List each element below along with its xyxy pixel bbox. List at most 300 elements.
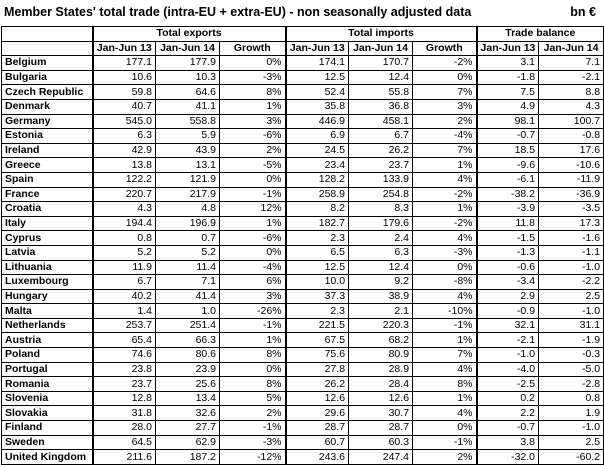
value-cell: 3% — [220, 114, 286, 129]
title-bar — [0, 0, 604, 26]
country-cell: Italy — [2, 216, 93, 231]
group-header-row — [2, 27, 604, 42]
country-cell: Malta — [2, 304, 93, 319]
value-cell: 0% — [413, 70, 477, 85]
value-cell: 170.7 — [349, 56, 413, 71]
value-cell: -1% — [220, 318, 286, 333]
sub-header: Jan-Jun 13 — [286, 41, 349, 56]
country-cell: Latvia — [2, 245, 93, 260]
value-cell: 12.5 — [286, 70, 349, 85]
country-cell: Portugal — [2, 362, 93, 377]
value-cell: -0.7 — [477, 421, 539, 436]
value-cell: 23.8 — [93, 362, 156, 377]
value-cell: 177.9 — [156, 56, 220, 71]
table-row — [2, 304, 604, 319]
value-cell: -26% — [220, 304, 286, 319]
value-cell: 8% — [220, 348, 286, 363]
sub-header: Jan-Jun 14 — [156, 41, 220, 56]
table-row — [2, 362, 604, 377]
country-cell: France — [2, 187, 93, 202]
country-cell: Luxembourg — [2, 275, 93, 290]
value-cell: 35.8 — [286, 99, 349, 114]
country-cell: Germany — [2, 114, 93, 129]
table-row — [2, 435, 604, 450]
value-cell: 2.3 — [286, 304, 349, 319]
value-cell: -2.2 — [539, 275, 604, 290]
value-cell: 42.9 — [93, 143, 156, 158]
value-cell: 1.9 — [539, 406, 604, 421]
sub-header: Growth — [413, 41, 477, 56]
group-header-balance: Trade balance — [477, 27, 604, 42]
value-cell: -3% — [220, 70, 286, 85]
value-cell: 18.5 — [477, 143, 539, 158]
value-cell: 2% — [413, 114, 477, 129]
value-cell: -11.9 — [539, 172, 604, 187]
country-cell: Czech Republic — [2, 85, 93, 100]
country-cell: Lithuania — [2, 260, 93, 275]
value-cell: 179.6 — [349, 216, 413, 231]
country-cell: Croatia — [2, 202, 93, 217]
value-cell: 8% — [220, 85, 286, 100]
value-cell: 23.7 — [349, 158, 413, 173]
country-cell: Cyprus — [2, 231, 93, 246]
group-header-exports: Total exports — [93, 27, 286, 42]
value-cell: -1.0 — [539, 421, 604, 436]
country-cell: Denmark — [2, 99, 93, 114]
value-cell: 28.7 — [349, 421, 413, 436]
value-cell: 0.8 — [539, 391, 604, 406]
value-cell: 31.8 — [93, 406, 156, 421]
value-cell: 32.6 — [156, 406, 220, 421]
country-cell: Finland — [2, 421, 93, 436]
value-cell: -1.1 — [539, 245, 604, 260]
country-cell: Estonia — [2, 129, 93, 144]
value-cell: 68.2 — [349, 333, 413, 348]
value-cell: 247.4 — [349, 450, 413, 465]
value-cell: 28.4 — [349, 377, 413, 392]
value-cell: 182.7 — [286, 216, 349, 231]
value-cell: 80.6 — [156, 348, 220, 363]
value-cell: 5.9 — [156, 129, 220, 144]
value-cell: 7.5 — [477, 85, 539, 100]
value-cell: 1% — [413, 158, 477, 173]
value-cell: -6% — [220, 129, 286, 144]
value-cell: -1% — [413, 318, 477, 333]
table-row — [2, 143, 604, 158]
value-cell: 24.5 — [286, 143, 349, 158]
table-row — [2, 377, 604, 392]
table-row — [2, 450, 604, 465]
value-cell: -1% — [413, 435, 477, 450]
value-cell: 2.5 — [539, 435, 604, 450]
value-cell: 67.5 — [286, 333, 349, 348]
value-cell: -3.5 — [539, 202, 604, 217]
value-cell: 25.6 — [156, 377, 220, 392]
value-cell: 41.1 — [156, 99, 220, 114]
group-header-imports: Total imports — [286, 27, 477, 42]
value-cell: 4.9 — [477, 99, 539, 114]
value-cell: -0.9 — [477, 304, 539, 319]
value-cell: -4% — [220, 260, 286, 275]
value-cell: -38.2 — [477, 187, 539, 202]
value-cell: 28.9 — [349, 362, 413, 377]
value-cell: 187.2 — [156, 450, 220, 465]
table-row — [2, 187, 604, 202]
value-cell: 29.6 — [286, 406, 349, 421]
value-cell: 122.2 — [93, 172, 156, 187]
value-cell: 80.9 — [349, 348, 413, 363]
value-cell: 52.4 — [286, 85, 349, 100]
value-cell: 55.8 — [349, 85, 413, 100]
value-cell: 0% — [220, 245, 286, 260]
value-cell: 28.0 — [93, 421, 156, 436]
value-cell: 6.3 — [93, 129, 156, 144]
value-cell: -2.5 — [477, 377, 539, 392]
value-cell: 121.9 — [156, 172, 220, 187]
value-cell: 1% — [220, 216, 286, 231]
sub-header-row — [2, 41, 604, 56]
value-cell: -10% — [413, 304, 477, 319]
value-cell: 221.5 — [286, 318, 349, 333]
value-cell: 0% — [220, 172, 286, 187]
value-cell: 8.3 — [349, 202, 413, 217]
value-cell: 6% — [220, 275, 286, 290]
value-cell: 75.6 — [286, 348, 349, 363]
value-cell: 30.7 — [349, 406, 413, 421]
value-cell: 12.5 — [286, 260, 349, 275]
trade-table — [1, 26, 604, 465]
sub-header: Jan-Jun 13 — [93, 41, 156, 56]
value-cell: 60.3 — [349, 435, 413, 450]
value-cell: 5% — [220, 391, 286, 406]
value-cell: 59.8 — [93, 85, 156, 100]
value-cell: 27.7 — [156, 421, 220, 436]
value-cell: 12.8 — [93, 391, 156, 406]
value-cell: -1% — [220, 421, 286, 436]
value-cell: 11.4 — [156, 260, 220, 275]
value-cell: -10.6 — [539, 158, 604, 173]
value-cell: 7.1 — [539, 56, 604, 71]
country-cell: Hungary — [2, 289, 93, 304]
table-row — [2, 391, 604, 406]
value-cell: 28.7 — [286, 421, 349, 436]
value-cell: 27.8 — [286, 362, 349, 377]
value-cell: 0% — [413, 260, 477, 275]
value-cell: -5.0 — [539, 362, 604, 377]
table-row — [2, 129, 604, 144]
value-cell: 32.1 — [477, 318, 539, 333]
value-cell: 4.3 — [539, 99, 604, 114]
value-cell: 0.8 — [93, 231, 156, 246]
country-cell: Slovenia — [2, 391, 93, 406]
value-cell: 2.1 — [349, 304, 413, 319]
value-cell: -0.7 — [477, 129, 539, 144]
value-cell: 6.9 — [286, 129, 349, 144]
value-cell: 12% — [220, 202, 286, 217]
value-cell: -3.9 — [477, 202, 539, 217]
value-cell: 37.3 — [286, 289, 349, 304]
value-cell: 545.0 — [93, 114, 156, 129]
value-cell: -1.8 — [477, 70, 539, 85]
value-cell: -2.8 — [539, 377, 604, 392]
value-cell: 31.1 — [539, 318, 604, 333]
country-cell: Poland — [2, 348, 93, 363]
value-cell: 8% — [413, 377, 477, 392]
value-cell: 0.2 — [477, 391, 539, 406]
value-cell: 174.1 — [286, 56, 349, 71]
value-cell: 10.3 — [156, 70, 220, 85]
value-cell: 1.4 — [93, 304, 156, 319]
value-cell: 98.1 — [477, 114, 539, 129]
table-row — [2, 275, 604, 290]
value-cell: 194.4 — [93, 216, 156, 231]
value-cell: 243.6 — [286, 450, 349, 465]
value-cell: 23.7 — [93, 377, 156, 392]
value-cell: -6.1 — [477, 172, 539, 187]
table-row — [2, 289, 604, 304]
value-cell: 7% — [413, 143, 477, 158]
corner-cell — [2, 27, 93, 42]
value-cell: 2% — [220, 406, 286, 421]
value-cell: 4% — [413, 362, 477, 377]
value-cell: 251.4 — [156, 318, 220, 333]
value-cell: 458.1 — [349, 114, 413, 129]
value-cell: -36.9 — [539, 187, 604, 202]
value-cell: 38.9 — [349, 289, 413, 304]
country-cell: Austria — [2, 333, 93, 348]
table-row — [2, 56, 604, 71]
value-cell: 12.6 — [286, 391, 349, 406]
value-cell: 4% — [413, 406, 477, 421]
value-cell: 220.7 — [93, 187, 156, 202]
value-cell: 11.8 — [477, 216, 539, 231]
value-cell: -4.0 — [477, 362, 539, 377]
value-cell: 446.9 — [286, 114, 349, 129]
value-cell: -0.3 — [539, 348, 604, 363]
value-cell: 1.0 — [156, 304, 220, 319]
table-row — [2, 318, 604, 333]
country-cell: Romania — [2, 377, 93, 392]
table-row — [2, 231, 604, 246]
value-cell: 4% — [413, 289, 477, 304]
table-row — [2, 85, 604, 100]
country-cell: United Kingdom — [2, 450, 93, 465]
value-cell: 9.2 — [349, 275, 413, 290]
value-cell: -3% — [413, 245, 477, 260]
table-row — [2, 216, 604, 231]
table-row — [2, 158, 604, 173]
value-cell: 211.6 — [93, 450, 156, 465]
value-cell: 0.7 — [156, 231, 220, 246]
value-cell: 2% — [220, 143, 286, 158]
value-cell: -5% — [220, 158, 286, 173]
value-cell: 5.2 — [93, 245, 156, 260]
table-row — [2, 406, 604, 421]
value-cell: 74.6 — [93, 348, 156, 363]
value-cell: 177.1 — [93, 56, 156, 71]
value-cell: 6.3 — [349, 245, 413, 260]
value-cell: 3.8 — [477, 435, 539, 450]
value-cell: 8.8 — [539, 85, 604, 100]
value-cell: -2.1 — [539, 70, 604, 85]
value-cell: 43.9 — [156, 143, 220, 158]
sub-header: Jan-Jun 14 — [539, 41, 604, 56]
value-cell: -2% — [413, 187, 477, 202]
value-cell: -0.8 — [539, 129, 604, 144]
value-cell: 4.3 — [93, 202, 156, 217]
value-cell: 17.6 — [539, 143, 604, 158]
value-cell: 0% — [413, 421, 477, 436]
value-cell: 13.8 — [93, 158, 156, 173]
value-cell: 60.7 — [286, 435, 349, 450]
value-cell: 1% — [220, 333, 286, 348]
country-cell: Spain — [2, 172, 93, 187]
value-cell: -0.6 — [477, 260, 539, 275]
table-row — [2, 70, 604, 85]
value-cell: 7.1 — [156, 275, 220, 290]
value-cell: -60.2 — [539, 450, 604, 465]
value-cell: 36.8 — [349, 99, 413, 114]
sub-header: Growth — [220, 41, 286, 56]
value-cell: 23.4 — [286, 158, 349, 173]
value-cell: 7% — [413, 85, 477, 100]
value-cell: 4% — [413, 172, 477, 187]
value-cell: 3% — [220, 289, 286, 304]
value-cell: 128.2 — [286, 172, 349, 187]
value-cell: 2.2 — [477, 406, 539, 421]
value-cell: 4% — [413, 231, 477, 246]
sub-header: Jan-Jun 14 — [349, 41, 413, 56]
value-cell: 6.5 — [286, 245, 349, 260]
value-cell: -12% — [220, 450, 286, 465]
value-cell: 2.9 — [477, 289, 539, 304]
value-cell: 64.5 — [93, 435, 156, 450]
value-cell: 8% — [220, 377, 286, 392]
value-cell: 0% — [220, 362, 286, 377]
value-cell: 258.9 — [286, 187, 349, 202]
value-cell: 1% — [413, 391, 477, 406]
value-cell: 133.9 — [349, 172, 413, 187]
table-row — [2, 114, 604, 129]
value-cell: 100.7 — [539, 114, 604, 129]
value-cell: 253.7 — [93, 318, 156, 333]
value-cell: 13.1 — [156, 158, 220, 173]
value-cell: 0% — [220, 56, 286, 71]
value-cell: 12.6 — [349, 391, 413, 406]
table-row — [2, 99, 604, 114]
value-cell: -32.0 — [477, 450, 539, 465]
value-cell: 6.7 — [349, 129, 413, 144]
country-cell: Netherlands — [2, 318, 93, 333]
value-cell: 26.2 — [349, 143, 413, 158]
value-cell: 66.3 — [156, 333, 220, 348]
value-cell: -1.3 — [477, 245, 539, 260]
value-cell: 1% — [413, 202, 477, 217]
value-cell: 217.9 — [156, 187, 220, 202]
value-cell: -2% — [413, 56, 477, 71]
value-cell: 2.5 — [539, 289, 604, 304]
country-cell: Bulgaria — [2, 70, 93, 85]
value-cell: 1% — [413, 333, 477, 348]
table-row — [2, 245, 604, 260]
value-cell: -1.0 — [539, 260, 604, 275]
value-cell: -9.6 — [477, 158, 539, 173]
table-row — [2, 202, 604, 217]
sub-header: Jan-Jun 13 — [477, 41, 539, 56]
table-row — [2, 172, 604, 187]
value-cell: 8.2 — [286, 202, 349, 217]
value-cell: -8% — [413, 275, 477, 290]
value-cell: 23.9 — [156, 362, 220, 377]
unit-label: bn € — [570, 5, 596, 19]
value-cell: 40.7 — [93, 99, 156, 114]
value-cell: 10.6 — [93, 70, 156, 85]
value-cell: 10.0 — [286, 275, 349, 290]
value-cell: -4% — [413, 129, 477, 144]
value-cell: -3% — [220, 435, 286, 450]
value-cell: 254.8 — [349, 187, 413, 202]
value-cell: -1.0 — [539, 304, 604, 319]
value-cell: 13.4 — [156, 391, 220, 406]
value-cell: 65.4 — [93, 333, 156, 348]
value-cell: -3.4 — [477, 275, 539, 290]
value-cell: 26.2 — [286, 377, 349, 392]
value-cell: 2% — [413, 450, 477, 465]
corner-cell — [2, 41, 93, 56]
value-cell: 196.9 — [156, 216, 220, 231]
country-cell: Belgium — [2, 56, 93, 71]
country-cell: Greece — [2, 158, 93, 173]
value-cell: 2.4 — [349, 231, 413, 246]
table-title: Member States' total trade (intra-EU + extra-EU) - non seasonally adjusted data — [4, 5, 472, 19]
value-cell: 2.3 — [286, 231, 349, 246]
value-cell: 17.3 — [539, 216, 604, 231]
value-cell: -1.0 — [477, 348, 539, 363]
table-row — [2, 348, 604, 363]
table-row — [2, 421, 604, 436]
value-cell: 3.1 — [477, 56, 539, 71]
value-cell: 64.6 — [156, 85, 220, 100]
country-cell: Slovakia — [2, 406, 93, 421]
value-cell: 220.3 — [349, 318, 413, 333]
value-cell: 5.2 — [156, 245, 220, 260]
table-body — [2, 56, 604, 465]
value-cell: -1.9 — [539, 333, 604, 348]
value-cell: 11.9 — [93, 260, 156, 275]
value-cell: 7% — [413, 348, 477, 363]
value-cell: 6.7 — [93, 275, 156, 290]
table-row — [2, 333, 604, 348]
value-cell: -1.5 — [477, 231, 539, 246]
value-cell: -6% — [220, 231, 286, 246]
value-cell: -2.1 — [477, 333, 539, 348]
value-cell: 558.8 — [156, 114, 220, 129]
value-cell: -1% — [220, 187, 286, 202]
value-cell: 62.9 — [156, 435, 220, 450]
value-cell: -2% — [413, 216, 477, 231]
value-cell: -1.6 — [539, 231, 604, 246]
value-cell: 4.8 — [156, 202, 220, 217]
value-cell: 41.4 — [156, 289, 220, 304]
table-row — [2, 260, 604, 275]
value-cell: 3% — [413, 99, 477, 114]
value-cell: 12.4 — [349, 70, 413, 85]
value-cell: 12.4 — [349, 260, 413, 275]
country-cell: Sweden — [2, 435, 93, 450]
value-cell: 40.2 — [93, 289, 156, 304]
value-cell: 1% — [220, 99, 286, 114]
country-cell: Ireland — [2, 143, 93, 158]
